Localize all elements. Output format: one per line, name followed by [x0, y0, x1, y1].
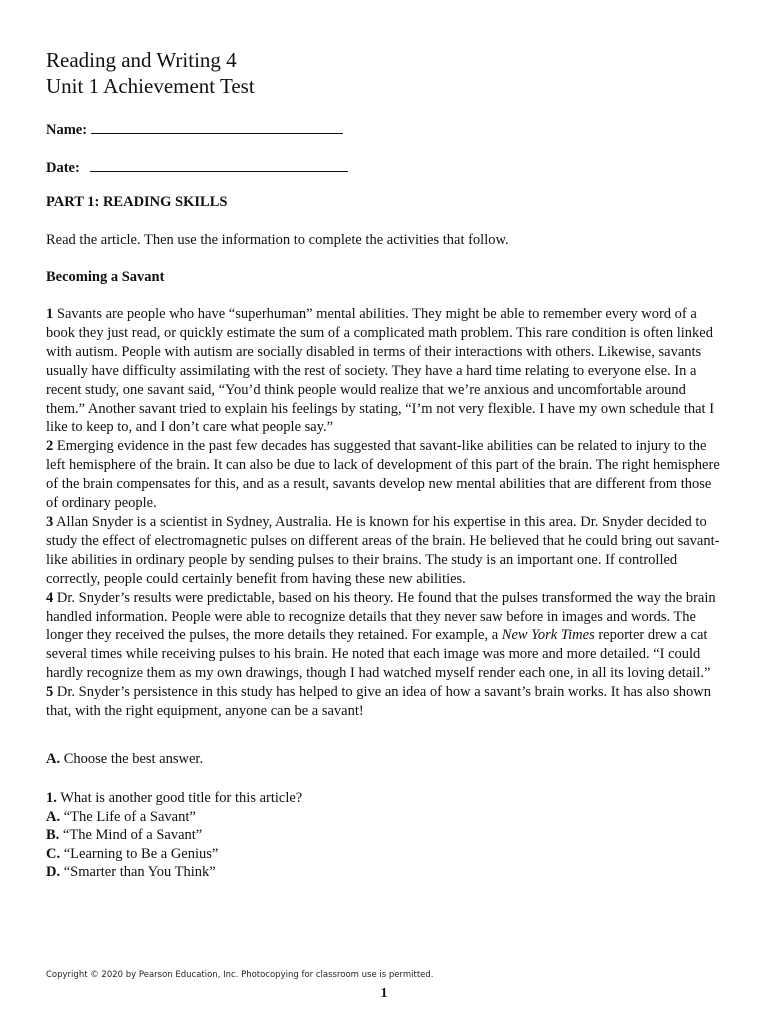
question-number: 1. [46, 790, 57, 806]
paragraph-text: Dr. Snyder’s persistence in this study has helped to give an idea of how a savant’s brain works. It has also shown that, with the right equipment, anyone can be a savant! [46, 684, 712, 720]
part-instruction: Read the article. Then use the information to complete the activities that follow. [46, 232, 509, 248]
article-paragraph-4 [46, 589, 726, 684]
option-text: “The Life of a Savant” [63, 808, 196, 825]
option-text: “Smarter than You Think” [63, 864, 216, 880]
section-instruction-text: Choose the best answer. [63, 751, 204, 767]
date-label: Date: [46, 160, 80, 176]
copyright-footer: Copyright © 2020 by Pearson Education, Inc. Photocopying for classroom use is permitted. [46, 970, 434, 980]
option-letter: B. [46, 827, 60, 843]
date-blank-line[interactable] [90, 158, 348, 172]
publication-name: New York Times [501, 627, 595, 644]
page-number: 1 [380, 986, 388, 1001]
paragraph-number: 5 [46, 684, 54, 701]
paragraph-text-continued: reporter drew a cat several times while receiving pulses to his brain. He noted that each image was more and more detailed. “I could hardly recognize them as my own drawings, though I had watched myself render each one, in all its loving detail.” [46, 627, 711, 682]
document-title: Reading and Writing 4 [46, 48, 237, 72]
paragraph-text: Savants are people who have “superhuman” mental abilities. They might be able to remember every word of a book they just read, or quickly estimate the sum of a complicated math problem. This rare condition is often linked with autism. People with autism are socially disabled in terms of their interactions with others. Likewise, savants usually have difficulty assimilating with the rest of society. They have a hard time relating to everyone else. In a recent study, one savant said, “You’d think people would realize that we’re anxious and uncomfortable around them.” Another savant tried to explain his feelings by stating, “I’m not very flexible. I have my own schedule that I like to keep to, and I don’t care what people say.” [46, 306, 715, 436]
paragraph-number: 2 [46, 438, 54, 455]
article-title: Becoming a Savant [46, 269, 165, 285]
paragraph-number: 4 [46, 589, 54, 606]
document-subtitle: Unit 1 Achievement Test [46, 74, 255, 98]
question-text: What is another good title for this article? [60, 790, 303, 806]
article-paragraph-5 [46, 683, 726, 721]
answer-option-c[interactable] [46, 845, 302, 864]
section-letter: A. [46, 751, 61, 767]
article-body [46, 305, 726, 721]
article-paragraph-3 [46, 513, 726, 589]
option-text: “The Mind of a Savant” [62, 827, 203, 843]
paragraph-number: 3 [46, 513, 54, 530]
answer-option-d[interactable] [46, 863, 302, 882]
name-field[interactable] [46, 120, 343, 139]
article-paragraph-1 [46, 305, 726, 437]
option-letter: D. [46, 864, 61, 880]
name-label: Name: [46, 122, 88, 138]
option-text: “Learning to Be a Genius” [63, 845, 219, 862]
paragraph-text: Dr. Snyder’s results were predictable, based on his theory. He found that the pulses transformed the way the brain handled information. People were able to recognize details that they never saw before in images and words. The longer they received the pulses, the more details they retained. For example, a [46, 589, 716, 644]
section-a-instruction [46, 751, 203, 768]
name-blank-line[interactable] [91, 120, 343, 134]
paragraph-text: Emerging evidence in the past few decades has suggested that savant-like abilities can be related to injury to the left hemisphere of the brain. It can also be due to lack of development of this part of the brain. The right hemisphere of the brain compensates for this, and as a result, savants develop new mental abilities that are different from those of ordinary people. [46, 438, 720, 512]
paragraph-number: 1 [46, 306, 54, 322]
question-stem [46, 789, 302, 808]
paragraph-text: Allan Snyder is a scientist in Sydney, Australia. He is known for his expertise in this area. Dr. Snyder decided to study the effect of electromagnetic pulses on different areas of the brain. He believed that he could bring out savant-like abilities in ordinary people by sending pulses to their brains. The study is an important one. If controlled correctly, people could certainly benefit from having these new abilities. [46, 513, 720, 587]
question-1 [46, 789, 302, 882]
option-letter: C. [46, 845, 61, 862]
article-paragraph-2 [46, 437, 726, 513]
part-heading: PART 1: READING SKILLS [46, 194, 228, 210]
option-letter: A. [46, 808, 61, 825]
answer-option-a[interactable] [46, 808, 302, 827]
answer-option-b[interactable] [46, 826, 302, 845]
date-field[interactable] [46, 158, 348, 177]
